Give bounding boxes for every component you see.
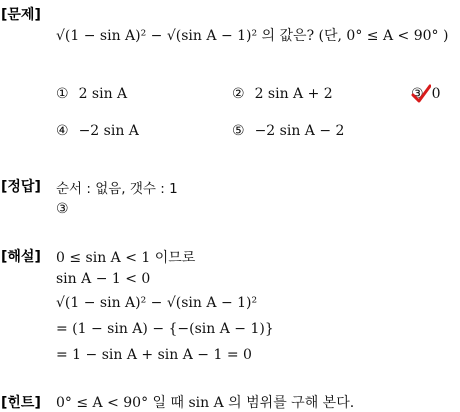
explanation-line-2: sin A − 1 < 0 bbox=[56, 271, 151, 287]
choice-5-number: ⑤ bbox=[232, 123, 245, 139]
choice-2-number: ② bbox=[232, 86, 245, 102]
explanation-line-4: = (1 − sin A) − {−(sin A − 1)} bbox=[56, 321, 274, 337]
explanation-line-3: √(1 − sin A)² − √(sin A − 1)² bbox=[56, 295, 258, 311]
choice-2-text: 2 sin A + 2 bbox=[254, 86, 333, 102]
explanation-label: [해설] bbox=[1, 249, 41, 265]
choice-4-text: −2 sin A bbox=[78, 123, 139, 139]
explanation-line-5: = 1 − sin A + sin A − 1 = 0 bbox=[56, 347, 252, 363]
choice-3-number: ③ bbox=[411, 86, 424, 102]
hint-label: [힌트] bbox=[1, 395, 41, 411]
answer-label: [정답] bbox=[1, 179, 41, 195]
answer-value: ③ bbox=[56, 201, 69, 217]
problem-label: [문제] bbox=[1, 7, 41, 23]
choice-5[interactable] bbox=[232, 123, 344, 139]
choice-5-text: −2 sin A − 2 bbox=[254, 123, 345, 139]
choice-1-text: 2 sin A bbox=[78, 86, 128, 102]
choice-3-text: 0 bbox=[431, 86, 441, 102]
choice-1[interactable] bbox=[56, 86, 127, 102]
answer-meta: 순서 : 없음, 갯수 : 1 bbox=[56, 181, 178, 197]
check-mark-icon bbox=[411, 84, 431, 104]
choice-1-number: ① bbox=[56, 86, 69, 102]
choice-4-number: ④ bbox=[56, 123, 69, 139]
explanation-line-1: 0 ≤ sin A < 1 이므로 bbox=[56, 250, 196, 266]
problem-question: √(1 − sin A)² − √(sin A − 1)² 의 값은? (단, 0° ≤ A < 90° ) bbox=[56, 28, 449, 44]
choice-4[interactable] bbox=[56, 123, 139, 139]
choice-2[interactable] bbox=[232, 86, 333, 102]
hint-text: 0° ≤ A < 90° 일 때 sin A 의 범위를 구해 본다. bbox=[56, 395, 355, 411]
